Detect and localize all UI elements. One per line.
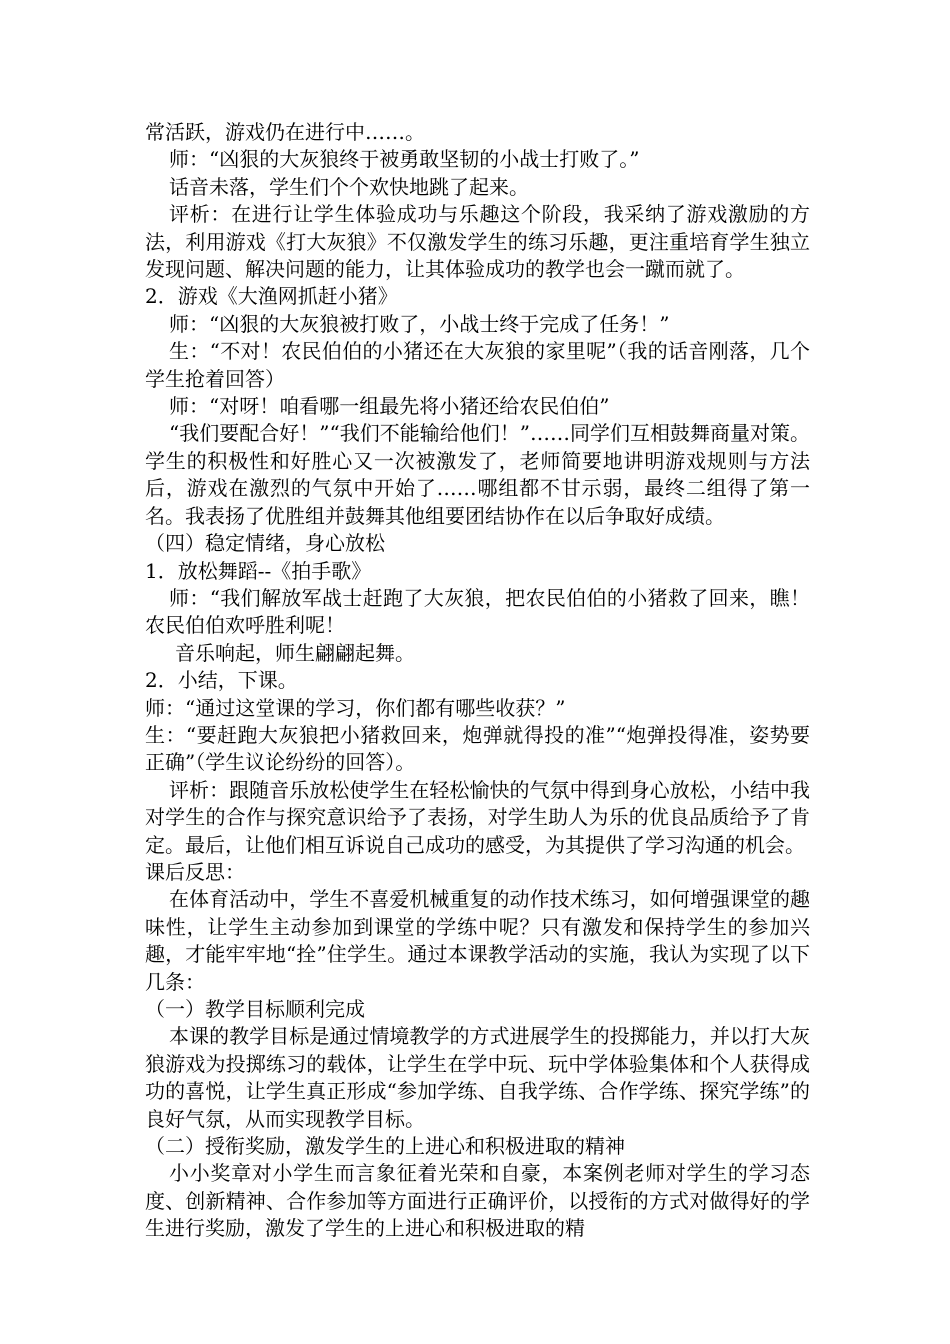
section-heading: （二）授衔奖励，激发学生的上进心和积极进取的精神 [145,1134,625,1159]
paragraph: 生：“要赶跑大灰狼把小猪救回来，炮弹就得投的准”“炮弹投得准，姿势要正确”（学生议论纷纷的回答）。 [145,722,810,775]
section-heading: 2．小结，下课。 [145,668,298,693]
paragraph: 师：“对呀！咱看哪一组最先将小猪还给农民伯伯” [169,394,610,419]
paragraph: 师：“我们解放军战士赶跑了大灰狼，把农民伯伯的小猪救了回来，瞧！农民伯伯欢呼胜利呢！ [145,585,810,638]
paragraph: 师：“凶狠的大灰狼被打败了，小战士终于完成了任务！” [169,311,670,336]
section-heading: 1．放松舞蹈--《拍手歌》 [145,558,372,583]
paragraph: 音乐响起，师生翩翩起舞。 [175,640,415,665]
paragraph: 生：“不对！农民伯伯的小猪还在大灰狼的家里呢”（我的话音刚落，几个学生抢着回答） [145,339,810,391]
paragraph: 评析：在进行让学生体验成功与乐趣这个阶段，我采纳了游戏激励的方法，利用游戏《打大灰狼》不仅激发学生的练习乐趣，更注重培育学生独立发现问题、解决问题的能力，让其体验成功的教学也会一蹴而就了。 [145,202,810,282]
section-heading: 2．游戏《大渔网抓赶小猪》 [145,284,398,309]
paragraph: 师：“凶狠的大灰狼终于被勇敢坚韧的小战士打败了。” [169,147,640,172]
paragraph: 常活跃，游戏仍在进行中……。 [145,120,425,144]
paragraph: “我们要配合好！”“我们不能输给他们！”……同学们互相鼓舞商量对策。学生的积极性和好胜心又一次被激发了，老师简要地讲明游戏规则与方法后，游戏在激烈的气氛中开始了……哪组都不甘示弱，最终二组得了第一名。我表扬了优胜组并鼓舞其他组要团结协作在以后争取好成绩。 [145,421,810,528]
paragraph: 师：“通过这堂课的学习，你们都有哪些收获？” [145,695,566,720]
paragraph: 在体育活动中，学生不喜爱机械重复的动作技术练习，如何增强课堂的趣味性，让学生主动参加到课堂的学练中呢？只有激发和保持学生的参加兴趣，才能牢牢地“拴”住学生。通过本课教学活动的实施，我认为实现了以下几条： [145,887,810,994]
paragraph: 小小奖章对小学生而言象征着光荣和自豪，本案例老师对学生的学习态度、创新精神、合作参加等方面进行正确评价，以授衔的方式对做得好的学生进行奖励，激发了学生的上进心和积极进取的精 [145,1161,810,1241]
paragraph: 话音未落，学生们个个欢快地跳了起来。 [169,174,529,199]
document-body [145,119,810,1243]
section-heading: 课后反思： [145,859,245,884]
section-heading: （一）教学目标顺利完成 [145,997,365,1021]
paragraph: 本课的教学目标是通过情境教学的方式进展学生的投掷能力，并以打大灰狼游戏为投掷练习的载体，让学生在学中玩、玩中学体验集体和个人获得成功的喜悦，让学生真正形成“参加学练、自我学练、合作学练、探究学练”的良好气氛，从而实现教学目标。 [145,1024,810,1131]
section-heading: （四）稳定情绪，身心放松 [145,531,385,556]
paragraph: 评析：跟随音乐放松使学生在轻松愉快的气氛中得到身心放松，小结中我对学生的合作与探究意识给予了表扬，对学生助人为乐的优良品质给予了肯定。最后，让他们相互诉说自己成功的感受，为其提供了学习沟通的机会。 [145,777,810,857]
